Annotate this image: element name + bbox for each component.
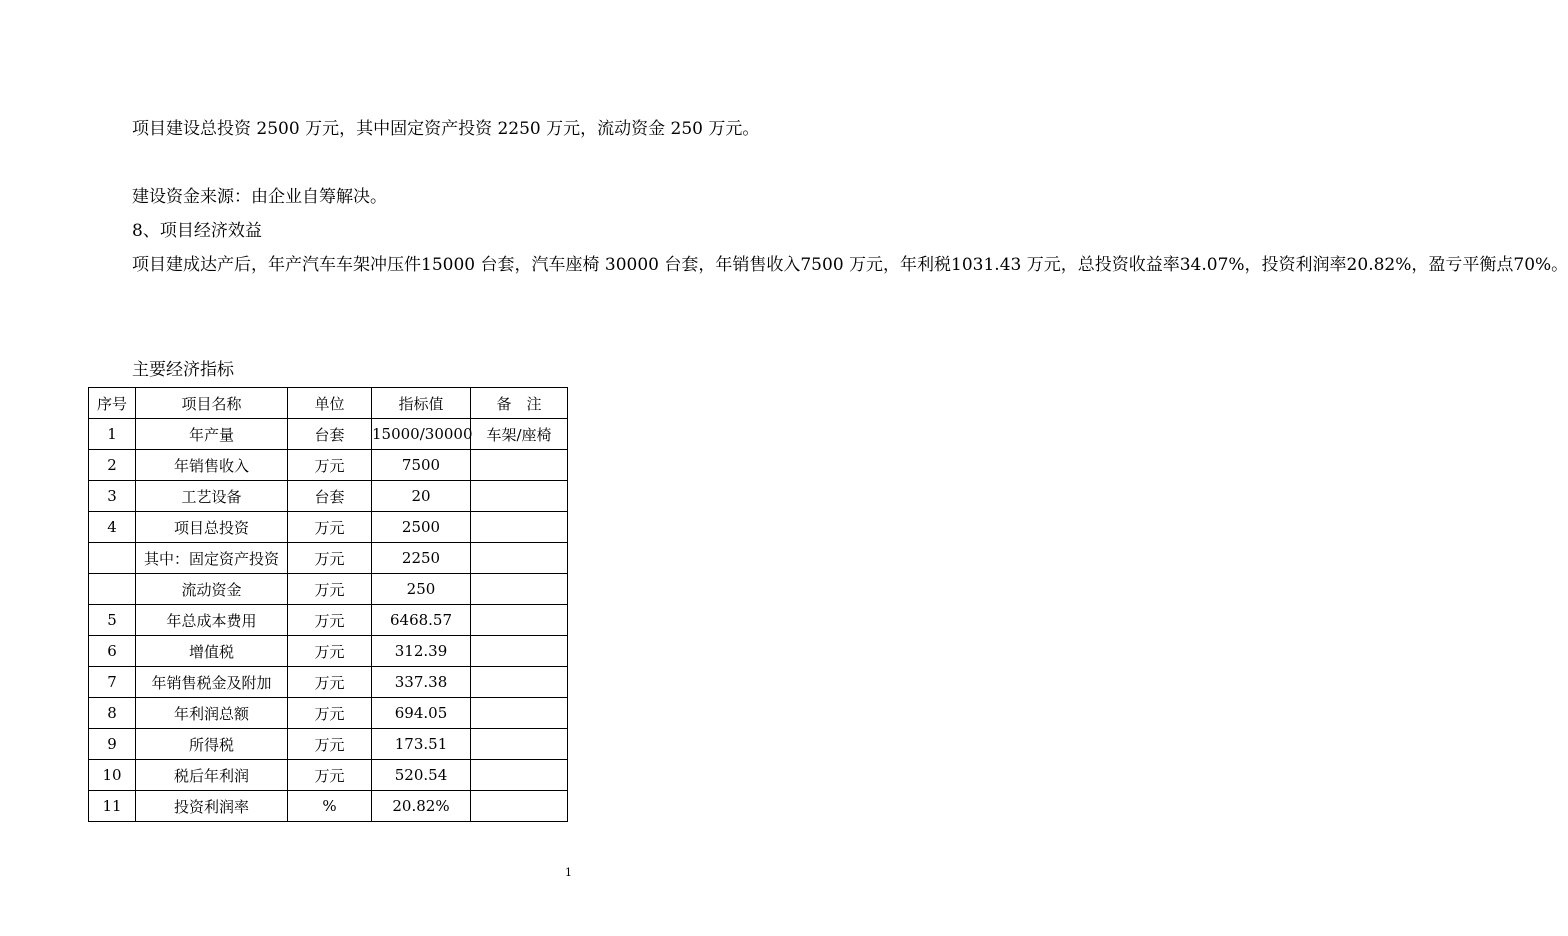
table-header-row: [89, 388, 568, 419]
cell-unit: 万元: [288, 760, 372, 791]
table-row: [89, 512, 568, 543]
cell-seq: 10: [89, 760, 136, 791]
cell-remark: 车架/座椅: [471, 419, 568, 450]
cell-value: 312.39: [372, 636, 471, 667]
table-row: [89, 760, 568, 791]
cell-value: 20.82%: [372, 791, 471, 822]
cell-remark: [471, 481, 568, 512]
cell-seq: 8: [89, 698, 136, 729]
cell-value: 15000/30000: [372, 419, 471, 450]
table-caption: 主要经济指标: [132, 360, 234, 380]
cell-seq: 7: [89, 667, 136, 698]
economic-indicators-table: [88, 387, 568, 822]
cell-unit: 万元: [288, 636, 372, 667]
table-row: [89, 729, 568, 760]
cell-item-name: 投资利润率: [136, 791, 288, 822]
cell-unit: 万元: [288, 698, 372, 729]
cell-value: 694.05: [372, 698, 471, 729]
table-row: [89, 667, 568, 698]
cell-item-name: 年销售收入: [136, 450, 288, 481]
cell-remark: [471, 543, 568, 574]
cell-remark: [471, 760, 568, 791]
cell-unit: 台套: [288, 481, 372, 512]
header-value: 指标值: [372, 388, 471, 419]
cell-remark: [471, 574, 568, 605]
cell-seq: 4: [89, 512, 136, 543]
cell-value: 250: [372, 574, 471, 605]
table-row: [89, 698, 568, 729]
cell-item-name: 年产量: [136, 419, 288, 450]
cell-value: 520.54: [372, 760, 471, 791]
table-row: [89, 450, 568, 481]
cell-unit: 万元: [288, 543, 372, 574]
cell-item-name: 年总成本费用: [136, 605, 288, 636]
cell-item-name: 增值税: [136, 636, 288, 667]
cell-remark: [471, 729, 568, 760]
table-row: [89, 481, 568, 512]
table-row: [89, 543, 568, 574]
cell-item-name: 工艺设备: [136, 481, 288, 512]
section-heading-economic-benefit: 8、项目经济效益: [132, 221, 262, 241]
cell-item-name: 其中：固定资产投资: [136, 543, 288, 574]
header-unit: 单位: [288, 388, 372, 419]
table-row: [89, 791, 568, 822]
cell-remark: [471, 698, 568, 729]
cell-unit: 万元: [288, 512, 372, 543]
cell-unit: 万元: [288, 450, 372, 481]
cell-remark: [471, 636, 568, 667]
cell-seq: 3: [89, 481, 136, 512]
cell-item-name: 所得税: [136, 729, 288, 760]
header-remark: 备 注: [471, 388, 568, 419]
cell-value: 7500: [372, 450, 471, 481]
paragraph-funding-source: 建设资金来源：由企业自筹解决。: [132, 187, 387, 207]
cell-seq: 6: [89, 636, 136, 667]
cell-item-name: 税后年利润: [136, 760, 288, 791]
cell-remark: [471, 512, 568, 543]
cell-unit: 台套: [288, 419, 372, 450]
cell-remark: [471, 450, 568, 481]
cell-remark: [471, 605, 568, 636]
cell-value: 337.38: [372, 667, 471, 698]
cell-unit: 万元: [288, 667, 372, 698]
cell-unit: 万元: [288, 605, 372, 636]
cell-item-name: 年销售税金及附加: [136, 667, 288, 698]
table-row: [89, 605, 568, 636]
cell-value: 6468.57: [372, 605, 471, 636]
cell-value: 173.51: [372, 729, 471, 760]
paragraph-economic-benefit: 项目建成达产后，年产汽车车架冲压件15000 台套，汽车座椅 30000 台套，年销售收入7500 万元，年利税1031.43 万元，总投资收益率34.07%，投资利润率20.82%，盈亏平衡点70%。: [132, 255, 1568, 275]
cell-item-name: 项目总投资: [136, 512, 288, 543]
cell-seq: 2: [89, 450, 136, 481]
cell-remark: [471, 791, 568, 822]
table-row: [89, 574, 568, 605]
paragraph-investment: 项目建设总投资 2500 万元，其中固定资产投资 2250 万元，流动资金 250 万元。: [132, 119, 760, 139]
table-row: [89, 636, 568, 667]
cell-unit: 万元: [288, 574, 372, 605]
cell-seq: 5: [89, 605, 136, 636]
page-number: 1: [565, 866, 572, 879]
cell-value: 20: [372, 481, 471, 512]
cell-seq: 9: [89, 729, 136, 760]
cell-seq: 11: [89, 791, 136, 822]
cell-seq: [89, 543, 136, 574]
header-seq: 序号: [89, 388, 136, 419]
table-body: [89, 419, 568, 822]
cell-item-name: 年利润总额: [136, 698, 288, 729]
cell-item-name: 流动资金: [136, 574, 288, 605]
cell-unit: 万元: [288, 729, 372, 760]
cell-value: 2500: [372, 512, 471, 543]
cell-seq: [89, 574, 136, 605]
cell-remark: [471, 667, 568, 698]
header-item-name: 项目名称: [136, 388, 288, 419]
table-row: [89, 419, 568, 450]
cell-unit: %: [288, 791, 372, 822]
cell-value: 2250: [372, 543, 471, 574]
cell-seq: 1: [89, 419, 136, 450]
